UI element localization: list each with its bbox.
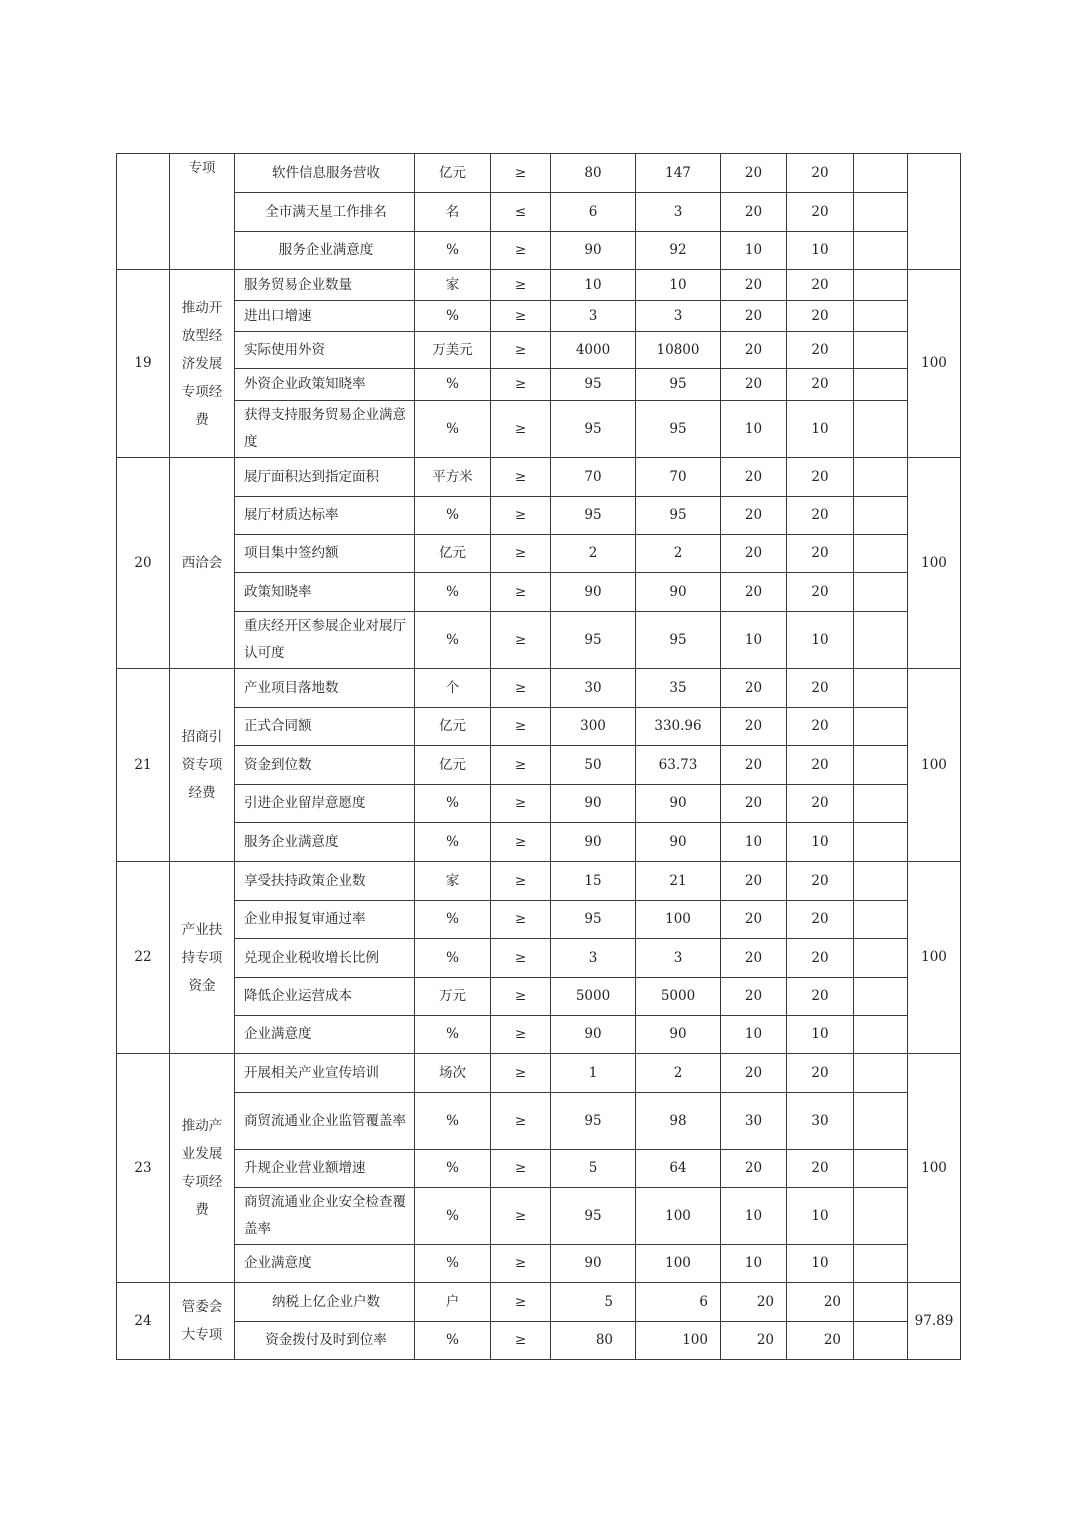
unit: % — [415, 823, 491, 862]
target-value: 90 — [551, 823, 636, 862]
indicator-name: 获得支持服务贸易企业满意度 — [235, 401, 415, 458]
weight: 30 — [721, 1093, 787, 1150]
note — [854, 270, 908, 301]
weight: 20 — [721, 458, 787, 497]
comparison-operator: ≥ — [491, 458, 551, 497]
actual-value: 64 — [636, 1150, 721, 1188]
unit: % — [415, 785, 491, 823]
score: 10 — [787, 1016, 854, 1054]
actual-value: 63.73 — [636, 746, 721, 785]
table-row — [117, 497, 961, 535]
score: 20 — [787, 1150, 854, 1188]
unit: 亿元 — [415, 154, 491, 193]
indicator-name: 开展相关产业宣传培训 — [235, 1054, 415, 1093]
comparison-operator: ≥ — [491, 823, 551, 862]
comparison-operator: ≥ — [491, 1093, 551, 1150]
comparison-operator: ≥ — [491, 612, 551, 669]
target-value: 5000 — [551, 978, 636, 1016]
weight: 10 — [721, 1188, 787, 1245]
total-score: 100 — [908, 669, 961, 862]
actual-value: 10 — [636, 270, 721, 301]
target-value: 1 — [551, 1054, 636, 1093]
note — [854, 332, 908, 369]
unit: % — [415, 612, 491, 669]
unit: % — [415, 939, 491, 978]
comparison-operator: ≥ — [491, 978, 551, 1016]
indicator-name: 项目集中签约额 — [235, 535, 415, 573]
weight: 20 — [721, 573, 787, 612]
unit: 万元 — [415, 978, 491, 1016]
note — [854, 669, 908, 708]
weight: 20 — [721, 301, 787, 332]
total-score: 100 — [908, 1054, 961, 1283]
total-score: 100 — [908, 270, 961, 458]
actual-value: 98 — [636, 1093, 721, 1150]
target-value: 2 — [551, 535, 636, 573]
note — [854, 612, 908, 669]
comparison-operator: ≥ — [491, 785, 551, 823]
score: 10 — [787, 1188, 854, 1245]
comparison-operator: ≥ — [491, 746, 551, 785]
table-row — [117, 1054, 961, 1093]
note — [854, 785, 908, 823]
note — [854, 535, 908, 573]
actual-value: 92 — [636, 232, 721, 270]
indicator-name: 享受扶持政策企业数 — [235, 862, 415, 901]
note — [854, 232, 908, 270]
table-row — [117, 612, 961, 669]
weight: 20 — [721, 1283, 787, 1322]
table-row — [117, 823, 961, 862]
indicator-name: 全市满天星工作排名 — [235, 193, 415, 232]
score: 30 — [787, 1093, 854, 1150]
target-value: 90 — [551, 1016, 636, 1054]
target-value: 90 — [551, 785, 636, 823]
table-row — [117, 332, 961, 369]
score: 20 — [787, 708, 854, 746]
table-row — [117, 785, 961, 823]
indicator-name: 商贸流通业企业安全检查覆盖率 — [235, 1188, 415, 1245]
target-value: 80 — [551, 154, 636, 193]
target-value: 6 — [551, 193, 636, 232]
target-value: 70 — [551, 458, 636, 497]
row-number: 20 — [117, 458, 170, 669]
table-row — [117, 1016, 961, 1054]
score: 20 — [787, 154, 854, 193]
table-row — [117, 369, 961, 401]
comparison-operator: ≥ — [491, 669, 551, 708]
unit: 场次 — [415, 1054, 491, 1093]
weight: 20 — [721, 862, 787, 901]
note — [854, 1150, 908, 1188]
table-row — [117, 535, 961, 573]
actual-value: 2 — [636, 535, 721, 573]
table-row — [117, 1322, 961, 1360]
score: 20 — [787, 978, 854, 1016]
note — [854, 497, 908, 535]
comparison-operator: ≥ — [491, 1188, 551, 1245]
actual-value: 95 — [636, 612, 721, 669]
indicator-name: 兑现企业税收增长比例 — [235, 939, 415, 978]
comparison-operator: ≥ — [491, 270, 551, 301]
row-number: 22 — [117, 862, 170, 1054]
indicator-name: 政策知晓率 — [235, 573, 415, 612]
comparison-operator: ≤ — [491, 193, 551, 232]
indicator-name: 企业满意度 — [235, 1016, 415, 1054]
actual-value: 2 — [636, 1054, 721, 1093]
unit: 亿元 — [415, 708, 491, 746]
weight: 10 — [721, 1245, 787, 1283]
target-value: 90 — [551, 573, 636, 612]
table-row — [117, 301, 961, 332]
table-row — [117, 939, 961, 978]
score: 20 — [787, 497, 854, 535]
comparison-operator: ≥ — [491, 862, 551, 901]
indicator-name: 外资企业政策知晓率 — [235, 369, 415, 401]
weight: 20 — [721, 497, 787, 535]
weight: 20 — [721, 746, 787, 785]
actual-value: 6 — [636, 1283, 721, 1322]
indicator-name: 企业满意度 — [235, 1245, 415, 1283]
weight: 20 — [721, 939, 787, 978]
comparison-operator: ≥ — [491, 1283, 551, 1322]
note — [854, 193, 908, 232]
note — [854, 1283, 908, 1322]
comparison-operator: ≥ — [491, 497, 551, 535]
table-row — [117, 1283, 961, 1322]
note — [854, 369, 908, 401]
target-value: 5 — [551, 1283, 636, 1322]
indicator-name: 服务企业满意度 — [235, 823, 415, 862]
actual-value: 90 — [636, 1016, 721, 1054]
indicator-name: 进出口增速 — [235, 301, 415, 332]
total-score — [908, 154, 961, 270]
weight: 20 — [721, 669, 787, 708]
weight: 20 — [721, 369, 787, 401]
weight: 20 — [721, 1150, 787, 1188]
indicator-name: 服务企业满意度 — [235, 232, 415, 270]
indicator-name: 降低企业运营成本 — [235, 978, 415, 1016]
indicator-name: 正式合同额 — [235, 708, 415, 746]
note — [854, 746, 908, 785]
unit: 户 — [415, 1283, 491, 1322]
weight: 20 — [721, 270, 787, 301]
weight: 10 — [721, 1016, 787, 1054]
target-value: 4000 — [551, 332, 636, 369]
note — [854, 708, 908, 746]
indicator-name: 资金到位数 — [235, 746, 415, 785]
weight: 10 — [721, 823, 787, 862]
unit: 名 — [415, 193, 491, 232]
actual-value: 95 — [636, 401, 721, 458]
table-row — [117, 401, 961, 458]
unit: 家 — [415, 270, 491, 301]
table-row — [117, 978, 961, 1016]
table-row — [117, 901, 961, 939]
weight: 10 — [721, 232, 787, 270]
score: 20 — [787, 458, 854, 497]
indicator-name: 重庆经开区参展企业对展厅认可度 — [235, 612, 415, 669]
indicator-name: 产业项目落地数 — [235, 669, 415, 708]
weight: 20 — [721, 1322, 787, 1360]
note — [854, 458, 908, 497]
table-row — [117, 154, 961, 193]
note — [854, 939, 908, 978]
total-score: 97.89 — [908, 1283, 961, 1360]
note — [854, 978, 908, 1016]
row-number: 19 — [117, 270, 170, 458]
table-row — [117, 708, 961, 746]
note — [854, 1016, 908, 1054]
indicator-name: 服务贸易企业数量 — [235, 270, 415, 301]
comparison-operator: ≥ — [491, 573, 551, 612]
comparison-operator: ≥ — [491, 1245, 551, 1283]
score: 20 — [787, 901, 854, 939]
actual-value: 330.96 — [636, 708, 721, 746]
unit: % — [415, 1245, 491, 1283]
target-value: 300 — [551, 708, 636, 746]
indicator-name: 商贸流通业企业监管覆盖率 — [235, 1093, 415, 1150]
project-name: 产业扶持专项资金 — [170, 862, 235, 1054]
target-value: 95 — [551, 1093, 636, 1150]
target-value: 3 — [551, 301, 636, 332]
weight: 20 — [721, 708, 787, 746]
actual-value: 90 — [636, 823, 721, 862]
unit: % — [415, 497, 491, 535]
score: 20 — [787, 862, 854, 901]
comparison-operator: ≥ — [491, 901, 551, 939]
score: 20 — [787, 270, 854, 301]
project-name: 西洽会 — [170, 458, 235, 669]
table-row — [117, 746, 961, 785]
unit: % — [415, 901, 491, 939]
comparison-operator: ≥ — [491, 535, 551, 573]
score: 20 — [787, 369, 854, 401]
table-row — [117, 193, 961, 232]
row-number: 24 — [117, 1283, 170, 1360]
note — [854, 862, 908, 901]
unit: % — [415, 232, 491, 270]
indicator-name: 展厅材质达标率 — [235, 497, 415, 535]
note — [854, 301, 908, 332]
comparison-operator: ≥ — [491, 301, 551, 332]
unit: % — [415, 1188, 491, 1245]
indicator-name: 资金拨付及时到位率 — [235, 1322, 415, 1360]
note — [854, 1093, 908, 1150]
note — [854, 901, 908, 939]
table-row — [117, 1245, 961, 1283]
target-value: 95 — [551, 401, 636, 458]
target-value: 15 — [551, 862, 636, 901]
performance-table — [116, 153, 961, 1360]
actual-value: 70 — [636, 458, 721, 497]
actual-value: 21 — [636, 862, 721, 901]
score: 10 — [787, 823, 854, 862]
score: 20 — [787, 535, 854, 573]
weight: 20 — [721, 154, 787, 193]
weight: 20 — [721, 978, 787, 1016]
actual-value: 90 — [636, 785, 721, 823]
weight: 20 — [721, 785, 787, 823]
score: 10 — [787, 401, 854, 458]
actual-value: 3 — [636, 193, 721, 232]
target-value: 95 — [551, 497, 636, 535]
note — [854, 1322, 908, 1360]
weight: 20 — [721, 1054, 787, 1093]
row-number — [117, 154, 170, 270]
score: 20 — [787, 301, 854, 332]
comparison-operator: ≥ — [491, 369, 551, 401]
target-value: 5 — [551, 1150, 636, 1188]
table-row — [117, 669, 961, 708]
unit: 平方米 — [415, 458, 491, 497]
unit: % — [415, 1016, 491, 1054]
actual-value: 100 — [636, 1188, 721, 1245]
table-row — [117, 862, 961, 901]
note — [854, 401, 908, 458]
project-name: 管委会大专项 — [170, 1283, 235, 1360]
table-row — [117, 270, 961, 301]
score: 20 — [787, 1283, 854, 1322]
comparison-operator: ≥ — [491, 401, 551, 458]
note — [854, 1054, 908, 1093]
indicator-name: 软件信息服务营收 — [235, 154, 415, 193]
table-row — [117, 232, 961, 270]
project-name: 推动产业发展专项经费 — [170, 1054, 235, 1283]
score: 20 — [787, 573, 854, 612]
unit: % — [415, 1093, 491, 1150]
actual-value: 100 — [636, 901, 721, 939]
score: 20 — [787, 1054, 854, 1093]
project-name: 专项 — [170, 154, 235, 270]
score: 20 — [787, 332, 854, 369]
weight: 10 — [721, 401, 787, 458]
table-row — [117, 1150, 961, 1188]
unit: % — [415, 573, 491, 612]
actual-value: 5000 — [636, 978, 721, 1016]
unit: 个 — [415, 669, 491, 708]
weight: 20 — [721, 332, 787, 369]
project-name: 招商引资专项经费 — [170, 669, 235, 862]
target-value: 90 — [551, 232, 636, 270]
actual-value: 100 — [636, 1322, 721, 1360]
comparison-operator: ≥ — [491, 332, 551, 369]
comparison-operator: ≥ — [491, 1150, 551, 1188]
actual-value: 90 — [636, 573, 721, 612]
score: 20 — [787, 939, 854, 978]
target-value: 50 — [551, 746, 636, 785]
weight: 20 — [721, 901, 787, 939]
score: 10 — [787, 1245, 854, 1283]
unit: % — [415, 369, 491, 401]
target-value: 95 — [551, 1188, 636, 1245]
comparison-operator: ≥ — [491, 1322, 551, 1360]
unit: 万美元 — [415, 332, 491, 369]
comparison-operator: ≥ — [491, 939, 551, 978]
row-number: 21 — [117, 669, 170, 862]
note — [854, 1188, 908, 1245]
indicator-name: 展厅面积达到指定面积 — [235, 458, 415, 497]
unit: 亿元 — [415, 746, 491, 785]
weight: 10 — [721, 612, 787, 669]
actual-value: 100 — [636, 1245, 721, 1283]
score: 20 — [787, 1322, 854, 1360]
target-value: 3 — [551, 939, 636, 978]
table-row — [117, 573, 961, 612]
note — [854, 823, 908, 862]
score: 20 — [787, 669, 854, 708]
comparison-operator: ≥ — [491, 1016, 551, 1054]
table-row — [117, 1093, 961, 1150]
score: 10 — [787, 612, 854, 669]
note — [854, 154, 908, 193]
total-score: 100 — [908, 862, 961, 1054]
unit: % — [415, 1322, 491, 1360]
weight: 20 — [721, 193, 787, 232]
note — [854, 573, 908, 612]
table-row — [117, 458, 961, 497]
indicator-name: 引进企业留岸意愿度 — [235, 785, 415, 823]
indicator-name: 企业申报复审通过率 — [235, 901, 415, 939]
note — [854, 1245, 908, 1283]
score: 20 — [787, 785, 854, 823]
unit: 家 — [415, 862, 491, 901]
unit: % — [415, 1150, 491, 1188]
table-row — [117, 1188, 961, 1245]
indicator-name: 纳税上亿企业户数 — [235, 1283, 415, 1322]
unit: % — [415, 401, 491, 458]
comparison-operator: ≥ — [491, 154, 551, 193]
target-value: 80 — [551, 1322, 636, 1360]
actual-value: 95 — [636, 497, 721, 535]
score: 20 — [787, 746, 854, 785]
total-score: 100 — [908, 458, 961, 669]
project-name: 推动开放型经济发展专项经费 — [170, 270, 235, 458]
target-value: 95 — [551, 369, 636, 401]
unit: % — [415, 301, 491, 332]
actual-value: 147 — [636, 154, 721, 193]
actual-value: 3 — [636, 939, 721, 978]
weight: 20 — [721, 535, 787, 573]
score: 10 — [787, 232, 854, 270]
comparison-operator: ≥ — [491, 708, 551, 746]
target-value: 10 — [551, 270, 636, 301]
comparison-operator: ≥ — [491, 232, 551, 270]
actual-value: 3 — [636, 301, 721, 332]
target-value: 95 — [551, 612, 636, 669]
score: 20 — [787, 193, 854, 232]
target-value: 90 — [551, 1245, 636, 1283]
indicator-name: 升规企业营业额增速 — [235, 1150, 415, 1188]
actual-value: 10800 — [636, 332, 721, 369]
comparison-operator: ≥ — [491, 1054, 551, 1093]
unit: 亿元 — [415, 535, 491, 573]
target-value: 95 — [551, 901, 636, 939]
row-number: 23 — [117, 1054, 170, 1283]
actual-value: 95 — [636, 369, 721, 401]
actual-value: 35 — [636, 669, 721, 708]
indicator-name: 实际使用外资 — [235, 332, 415, 369]
target-value: 30 — [551, 669, 636, 708]
